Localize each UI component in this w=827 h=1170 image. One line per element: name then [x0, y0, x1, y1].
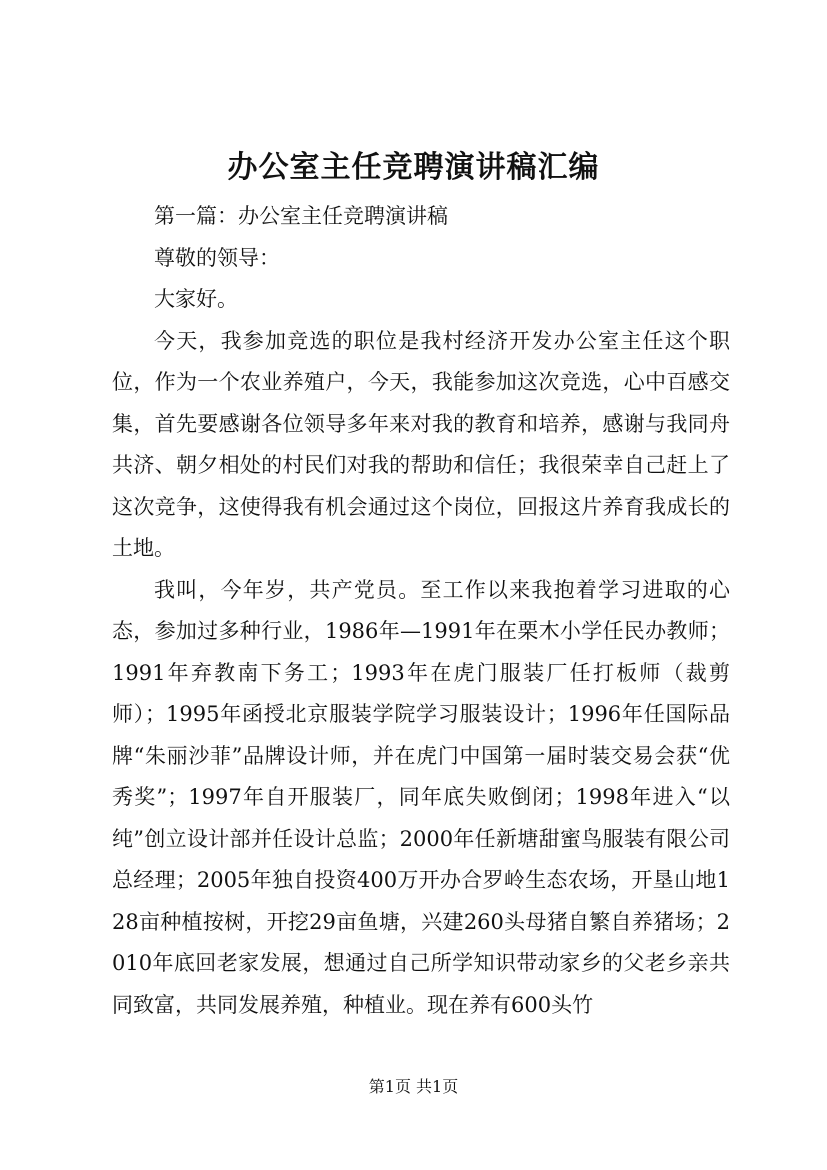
paragraph-section-heading: 第一篇：办公室主任竞聘演讲稿	[154, 204, 448, 228]
page-number-footer: 第1页 共1页	[368, 1077, 459, 1096]
paragraph-greeting: 大家好。	[154, 287, 238, 311]
paragraph-salutation: 尊敬的领导：	[154, 245, 280, 270]
paragraph-introduction: 今天，我参加竞选的职位是我村经济开发办公室主任这个职位，作为一个农业养殖户，今天，我能参加这次竞选，心中百感交集，首先要感谢各位领导多年来对我的教育和培养，感谢与我同舟共济、朝夕相处的村民们对我的帮助和信任；我很荣幸自己赶上了这次竞争，这使得我有机会通过这个岗位，回报这片养育我成长的土地。	[112, 328, 730, 560]
document-body	[112, 196, 730, 1026]
paragraph-background: 我叫，今年岁，共产党员。至工作以来我抱着学习进取的心态，参加过多种行业，1986年—1991年在栗木小学任民办教师；1991年弃教南下务工；1993年在虎门服装厂任打板师（裁剪师）；1995年函授北京服装学院学习服装设计；1996年任国际品牌“朱丽沙菲”品牌设计师，并在虎门中国第一届时装交易会获“优秀奖”；1997年自开服装厂，同年底失败倒闭；1998年进入“以纯”创立设计部并任设计总监；2000年任新塘甜蜜鸟服装有限公司总经理；2005年独自投资400万开办合罗岭生态农场，开垦山地128亩种植按树，开挖29亩鱼塘，兴建260头母猪自繁自养猪场；2010年底回老家发展，想通过自己所学知识带动家乡的父老乡亲共同致富，共同发展养殖，种植业。现在养有600头竹	[112, 577, 730, 1017]
document-title: 办公室主任竞聘演讲稿汇编	[227, 150, 600, 185]
